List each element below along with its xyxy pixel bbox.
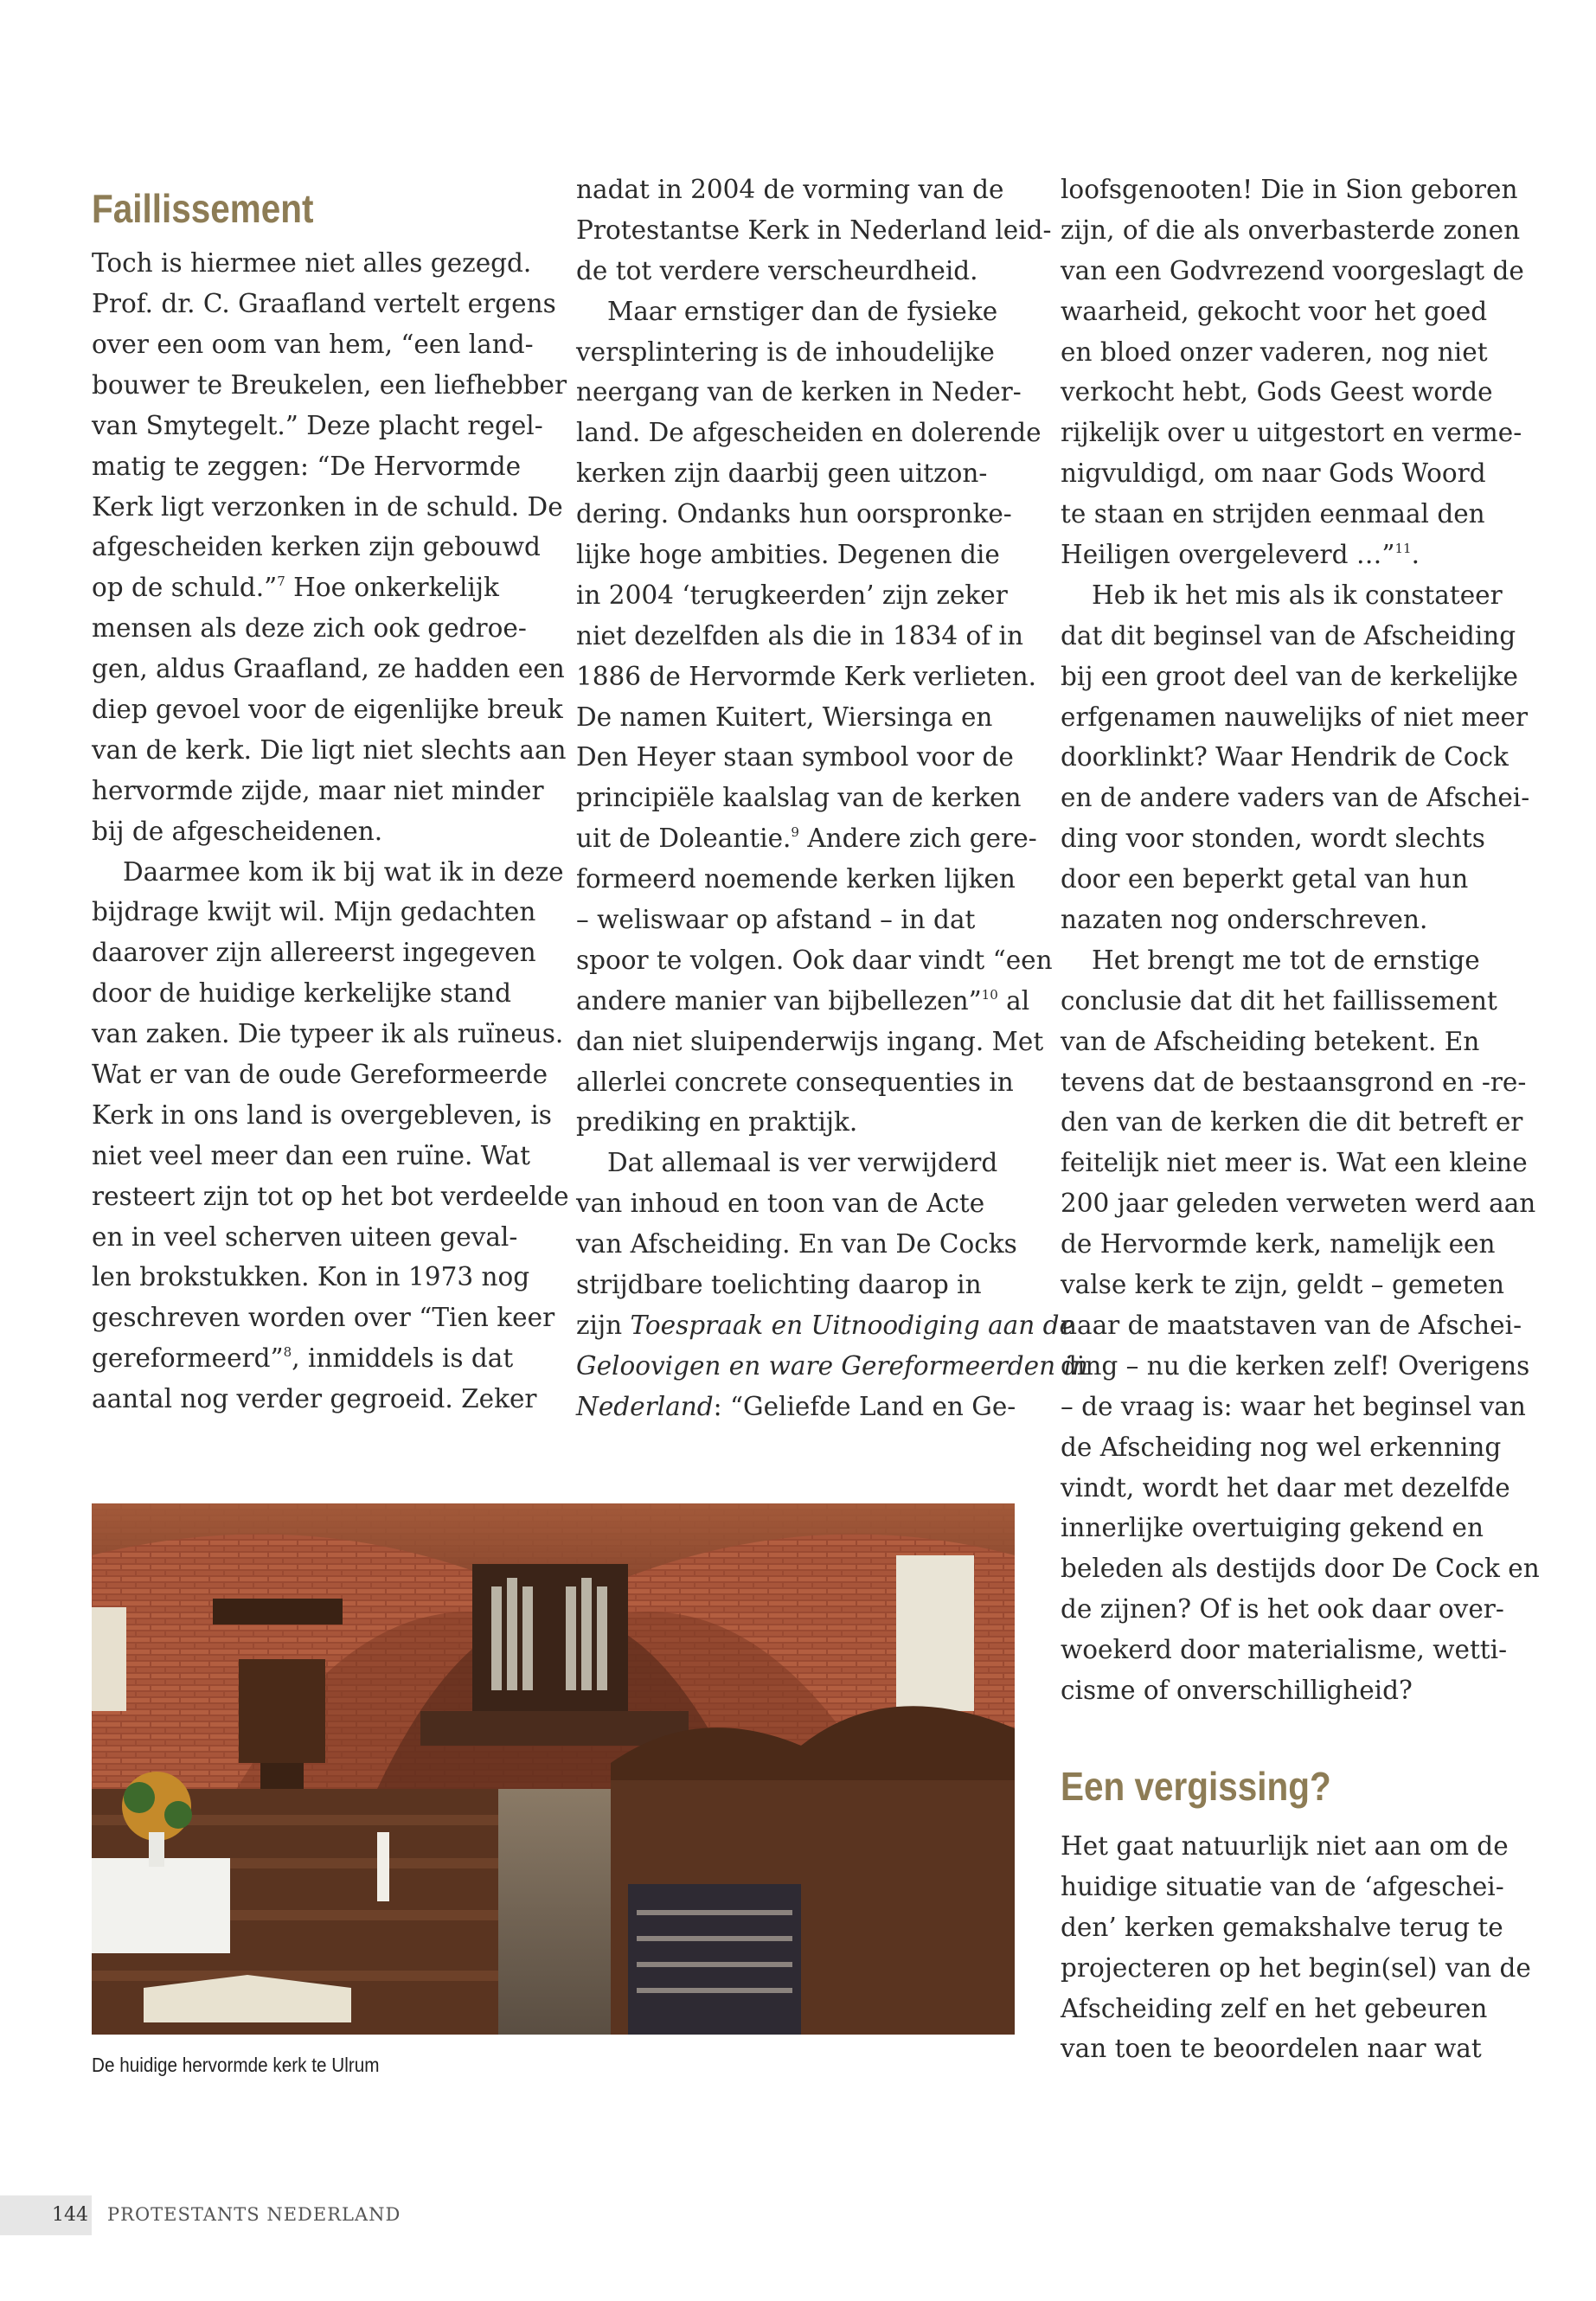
photo-caption: De huidige hervormde kerk te Ulrum: [92, 2054, 380, 2076]
text-line: kerken zijn daarbij geen uitzon-: [576, 458, 988, 489]
text-line: land. De afgescheiden en dolerende: [576, 418, 1042, 448]
text-run: gereformeerd”: [92, 1343, 284, 1374]
text-run: al: [997, 985, 1030, 1016]
text-line: Heb ik het mis als ik constateer: [1092, 580, 1503, 610]
text-line: over een oom van hem, “een land-: [92, 329, 534, 359]
footnote-ref-9[interactable]: 9: [791, 824, 799, 841]
text-run: uit de Doleantie.: [576, 824, 792, 854]
text-line: Wat er van de oude Gereformeerde: [92, 1060, 548, 1089]
text-line: erfgenamen nauwelijks of niet meer: [1061, 702, 1529, 732]
section-heading-faillissement: Faillissement: [92, 186, 314, 231]
text-line: de tot verdere verscheurdheid.: [576, 255, 978, 285]
text-line: en de andere vaders van de Afschei-: [1061, 783, 1530, 813]
book-title: Nederland: [576, 1391, 714, 1421]
text-line: niet veel meer dan een ruïne. Wat: [92, 1140, 530, 1170]
text-line: strijdbare toelichting daarop in: [576, 1270, 982, 1300]
text-line: verkocht hebt, Gods Geest worde: [1061, 377, 1493, 407]
text-line: van inhoud en toon van de Acte: [576, 1189, 985, 1219]
article-column-2: [576, 170, 1088, 1427]
text-line: van de Afscheiding betekent. En: [1061, 1026, 1480, 1056]
text-line: [576, 981, 1035, 1022]
text-line: [576, 1387, 1035, 1427]
text-line: van toen te beoordelen naar wat: [1061, 2034, 1482, 2064]
book-title: Toespraak en Uitnoodiging aan de: [630, 1310, 1074, 1340]
text-line: bij een groot deel van de kerkelijke: [1061, 661, 1518, 691]
text-line: waarheid, gekocht voor het goed: [1061, 296, 1488, 326]
text-line: woekerd door materialisme, wetti-: [1061, 1635, 1508, 1665]
text-line: Toch is hiermee niet alles gezegd.: [92, 248, 532, 279]
section-heading-een-vergissing: Een vergissing?: [1061, 1763, 1331, 1809]
text-line: Den Heyer staan symbool voor de: [576, 742, 1014, 772]
text-line: 1886 de Hervormde Kerk verlieten.: [576, 661, 1036, 691]
text-line: [576, 1305, 1074, 1346]
text-line: van Smytegelt.” Deze placht regel-: [92, 410, 543, 440]
text-line: cisme of onverschilligheid?: [1061, 1675, 1413, 1705]
text-line: te staan en strijden eenmaal den: [1061, 499, 1485, 529]
footnote-ref-10[interactable]: 10: [981, 986, 998, 1003]
text-line: gen, aldus Graafland, ze hadden een: [92, 654, 565, 684]
text-line: bij de afgescheidenen.: [92, 816, 383, 846]
text-line: in 2004 ‘terugkeerden’ zijn zeker: [576, 580, 1008, 610]
text-line: door de huidige kerkelijke stand: [92, 978, 512, 1009]
text-line: aantal nog verder gegroeid. Zeker: [92, 1384, 537, 1414]
text-line: Het brengt me tot de ernstige: [1092, 945, 1480, 975]
text-line: allerlei concrete consequenties in: [576, 1067, 1014, 1097]
text-line: resteert zijn tot op het bot verdeelde: [92, 1181, 569, 1211]
text-line: bijdrage kwijt wil. Mijn gedachten: [92, 897, 536, 927]
text-line: tevens dat de bestaansgrond en -re-: [1061, 1067, 1527, 1097]
text-line: mensen als deze zich ook gedroe-: [92, 613, 527, 644]
church-interior-photo: [92, 1503, 1015, 2035]
text-line: – weliswaar op afstand – in dat: [576, 905, 976, 935]
text-line: hervormde zijde, maar niet minder: [92, 775, 544, 805]
text-line: lijke hoge ambities. Degenen die: [576, 540, 1000, 570]
text-line: principiële kaalslag van de kerken: [576, 783, 1022, 813]
footnote-ref-7[interactable]: 7: [277, 574, 285, 590]
magazine-name: PROTESTANTS NEDERLAND: [107, 2204, 401, 2225]
text-line: prediking en praktijk.: [576, 1107, 858, 1138]
text-line: projecteren op het begin(sel) van de: [1061, 1952, 1531, 1983]
text-run: : “Geliefde Land en Ge-: [713, 1391, 1016, 1421]
text-line: nigvuldigd, om naar Gods Woord: [1061, 458, 1486, 489]
text-line: afgescheiden kerken zijn gebouwd: [92, 532, 541, 562]
text-run: Andere zich gere-: [798, 824, 1037, 854]
text-line: neergang van de kerken in Neder-: [576, 377, 1022, 407]
text-line: – de vraag is: waar het beginsel van: [1061, 1391, 1526, 1421]
text-line: door een beperkt getal van hun: [1061, 864, 1469, 894]
footnote-ref-11[interactable]: 11: [1394, 541, 1412, 557]
text-line: en bloed onzer vaderen, nog niet: [1061, 336, 1488, 367]
text-line: niet dezelfden als die in 1834 of in: [576, 620, 1023, 651]
text-line: van Afscheiding. En van De Cocks: [576, 1229, 1017, 1259]
text-line: ding – nu die kerken zelf! Overigens: [1061, 1350, 1530, 1381]
text-line: [1061, 535, 1519, 575]
text-line: feitelijk niet meer is. Wat een kleine: [1061, 1148, 1528, 1178]
text-run: Heiligen overgeleverd …”: [1061, 540, 1395, 570]
text-line: daarover zijn allereerst ingegeven: [92, 938, 536, 968]
text-line: geschreven worden over “Tien keer: [92, 1303, 555, 1333]
text-line: huidige situatie van de ‘afgeschei-: [1061, 1871, 1504, 1901]
text-run: zijn: [576, 1310, 631, 1340]
text-line: dering. Ondanks hun oorspronke-: [576, 499, 1012, 529]
text-run: , inmiddels is dat: [292, 1343, 514, 1374]
text-line: diep gevoel voor de eigenlijke breuk: [92, 694, 563, 724]
text-line: valse kerk te zijn, geldt – gemeten: [1061, 1270, 1505, 1300]
text-run: .: [1411, 540, 1420, 570]
text-line: ding voor stonden, wordt slechts: [1061, 824, 1485, 854]
text-line: rijkelijk over u uitgestort en verme-: [1061, 418, 1522, 448]
text-line: matig te zeggen: “De Hervormde: [92, 451, 522, 481]
text-line: doorklinkt? Waar Hendrik de Cock: [1061, 742, 1509, 772]
text-line: beleden als destijds door De Cock en: [1061, 1554, 1540, 1584]
text-line: loofsgenooten! Die in Sion geboren: [1061, 175, 1518, 204]
text-line: Geloovigen en ware Gereformeerden in: [576, 1350, 1088, 1381]
text-line: Het gaat natuurlijk niet aan om de: [1061, 1831, 1509, 1862]
text-line: van zaken. Die typeer ik als ruïneus.: [92, 1019, 564, 1049]
text-line: Daarmee kom ik bij wat ik in deze: [123, 856, 564, 887]
text-line: de Hervormde kerk, namelijk een: [1061, 1229, 1496, 1259]
text-line: dan niet sluipenderwijs ingang. Met: [576, 1026, 1044, 1056]
text-line: [92, 1338, 550, 1379]
text-line: formeerd noemende kerken lijken: [576, 864, 1016, 894]
text-line: vindt, wordt het daar met dezelfde: [1061, 1472, 1510, 1503]
text-run: Hoe onkerkelijk: [285, 573, 499, 603]
text-line: en in veel scherven uiteen geval-: [92, 1221, 518, 1252]
text-line: len brokstukken. Kon in 1973 nog: [92, 1262, 530, 1292]
footnote-ref-8[interactable]: 8: [283, 1344, 292, 1361]
text-line: de Afscheiding nog wel erkenning: [1061, 1432, 1502, 1462]
text-line: nadat in 2004 de vorming van de: [576, 175, 1004, 204]
text-line: conclusie dat dit het faillissement: [1061, 985, 1497, 1016]
text-line: den van de kerken die dit betreft er: [1061, 1107, 1523, 1138]
text-line: nazaten nog onderschreven.: [1061, 905, 1428, 935]
text-run: andere manier van bijbellezen”: [576, 985, 982, 1016]
text-line: [576, 818, 1035, 859]
article-column-3: [1061, 170, 1540, 2069]
text-line: Dat allemaal is ver verwijderd: [607, 1148, 998, 1178]
page-number: 144: [52, 2204, 88, 2226]
text-line: versplintering is de inhoudelijke: [576, 336, 995, 367]
text-line: den’ kerken gemakshalve terug te: [1061, 1912, 1503, 1942]
text-line: Maar ernstiger dan de fysieke: [607, 296, 998, 326]
text-line: Protestantse Kerk in Nederland leid-: [576, 215, 1052, 245]
text-line: spoor te volgen. Ook daar vindt “een: [576, 945, 1053, 975]
text-line: 200 jaar geleden verweten werd aan: [1061, 1189, 1536, 1219]
text-line: de zijnen? Of is het ook daar over-: [1061, 1594, 1504, 1625]
text-line: zijn, of die als onverbasterde zonen: [1061, 215, 1521, 245]
text-line: innerlijke overtuiging gekend en: [1061, 1513, 1484, 1543]
text-line: Kerk ligt verzonken in de schuld. De: [92, 491, 563, 522]
text-line: Prof. dr. C. Graafland vertelt ergens: [92, 289, 556, 319]
text-line: [92, 567, 550, 608]
text-line: van de kerk. Die ligt niet slechts aan: [92, 734, 567, 765]
text-line: dat dit beginsel van de Afscheiding: [1061, 620, 1516, 651]
text-line: Kerk in ons land is overgebleven, is: [92, 1099, 552, 1130]
text-line: De namen Kuitert, Wiersinga en: [576, 702, 993, 732]
text-line: naar de maatstaven van de Afschei-: [1061, 1310, 1522, 1340]
text-line: Afscheiding zelf en het gebeuren: [1061, 1993, 1488, 2023]
text-line: bouwer te Breukelen, een liefhebber: [92, 369, 567, 400]
text-run: op de schuld.”: [92, 573, 278, 603]
article-column-1: [92, 170, 569, 1420]
text-line: van een Godvrezend voorgeslagt de: [1061, 255, 1524, 285]
